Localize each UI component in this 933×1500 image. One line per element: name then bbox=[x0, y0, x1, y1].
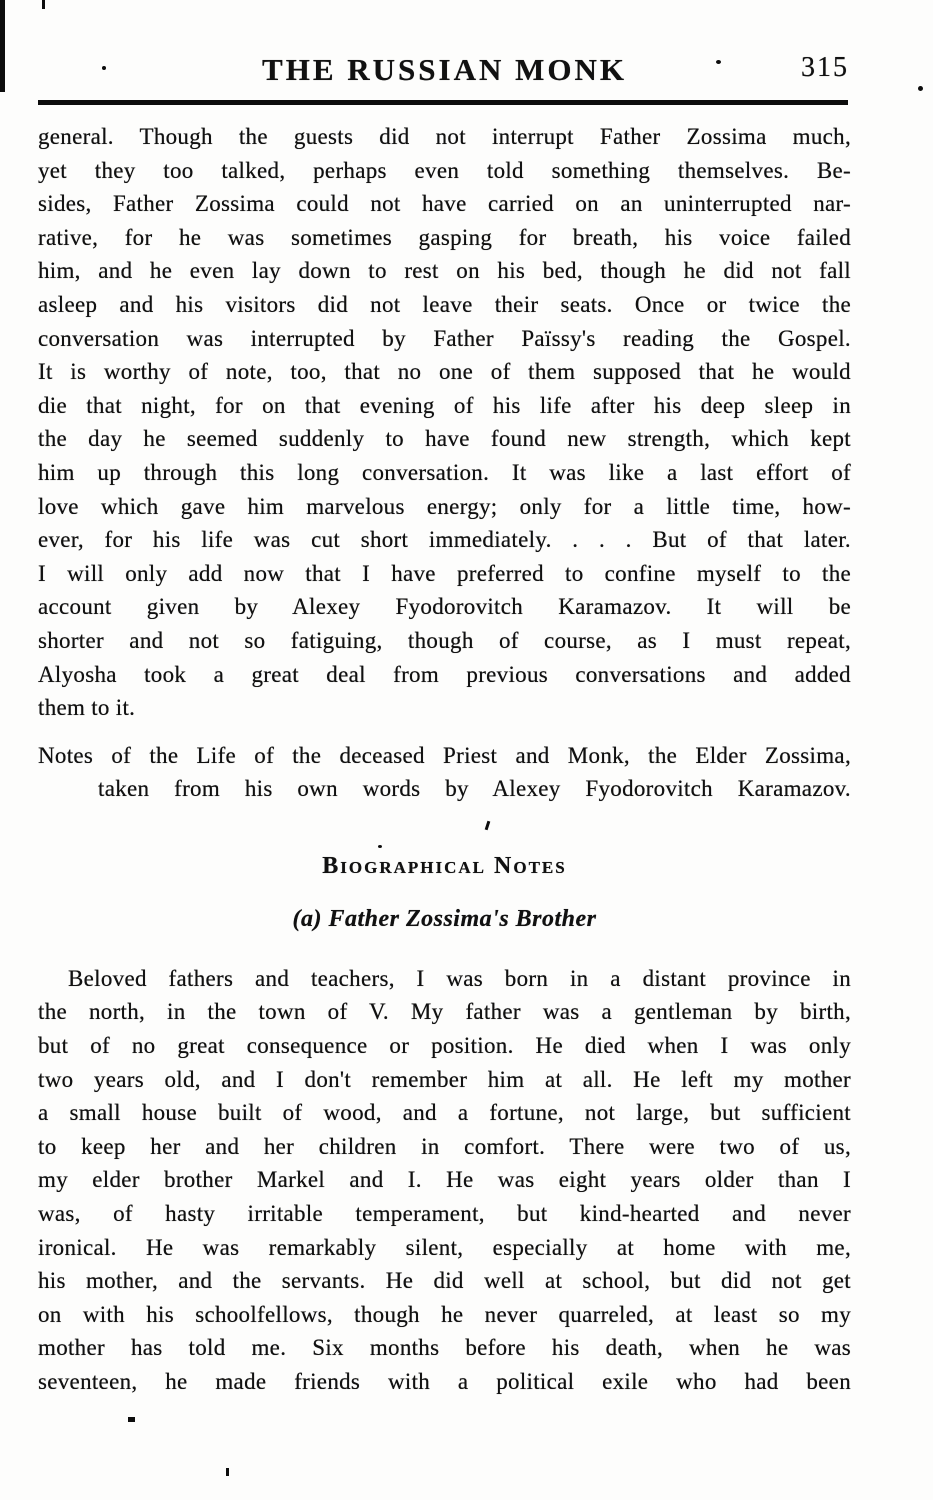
subsection-heading: (a) Father Zossima's Brother bbox=[292, 905, 597, 932]
text-line: taken from his own words by Alexey Fyodorovitch Karamazov. bbox=[98, 776, 851, 802]
text-line: Alyosha took a great deal from previous conversations and added bbox=[38, 661, 851, 687]
text-line: conversation was interrupted by Father Païssy's reading the Gospel. bbox=[38, 325, 851, 351]
text-line: Beloved fathers and teachers, I was born in a distant province in bbox=[68, 965, 851, 991]
text-line: the day he seemed suddenly to have found new strength, which kept bbox=[38, 426, 851, 452]
notes-subtitle bbox=[38, 739, 851, 806]
scan-artifact-speck bbox=[128, 1417, 135, 1422]
text-line: a small house built of wood, and a fortune, not large, but sufficient bbox=[38, 1100, 851, 1126]
text-line: Notes of the Life of the deceased Priest and Monk, the Elder Zossima, bbox=[38, 742, 851, 768]
text-line: his mother, and the servants. He did well at school, but did not get bbox=[38, 1268, 851, 1294]
text-line: ironical. He was remarkably silent, especially at home with me, bbox=[38, 1234, 851, 1260]
text-line: general. Though the guests did not interrupt Father Zossima much, bbox=[38, 124, 851, 149]
text-line: my elder brother Markel and I. He was eight years older than I bbox=[38, 1167, 851, 1193]
section-heading: Biographical Notes bbox=[322, 852, 567, 879]
header-rule bbox=[38, 100, 848, 105]
text-line: was, of hasty irritable temperament, but kind-hearted and never bbox=[38, 1201, 851, 1227]
text-line: love which gave him marvelous energy; only for a little time, how- bbox=[38, 493, 851, 519]
text-line: him up through this long conversation. It was like a last effort of bbox=[38, 459, 851, 485]
text-line: It is worthy of note, too, that no one of them supposed that he would bbox=[38, 359, 851, 385]
page-number: 315 bbox=[801, 52, 849, 83]
text-line: two years old, and I don't remember him at all. He left my mother bbox=[38, 1066, 851, 1092]
text-line: on with his schoolfellows, though he never quarreled, at least so my bbox=[38, 1301, 851, 1327]
text-line: them to it. bbox=[38, 695, 136, 721]
text-line: seventeen, he made friends with a political exile who had been bbox=[38, 1369, 851, 1394]
text-line: ever, for his life was cut short immediately. . . . But of that later. bbox=[38, 527, 851, 553]
paragraph-continuation bbox=[38, 120, 851, 725]
text-line: yet they too talked, perhaps even told something themselves. Be- bbox=[38, 157, 851, 183]
paragraph-biography bbox=[38, 962, 851, 1399]
text-line: account given by Alexey Fyodorovitch Karamazov. It will be bbox=[38, 594, 851, 620]
text-line: him, and he even lay down to rest on his bed, though he did not fall bbox=[38, 258, 851, 284]
text-line: mother has told me. Six months before his death, when he was bbox=[38, 1335, 851, 1361]
text-line: to keep her and her children in comfort. There were two of us, bbox=[38, 1133, 851, 1159]
text-line: rative, for he was sometimes gasping for breath, his voice failed bbox=[38, 224, 851, 250]
running-header bbox=[38, 0, 851, 92]
page-header-title: THE RUSSIAN MONK bbox=[262, 52, 627, 87]
text-line: die that night, for on that evening of his life after his deep sleep in bbox=[38, 392, 851, 418]
text-line: but of no great consequence or position. He died when I was only bbox=[38, 1033, 851, 1059]
text-line: the north, in the town of V. My father was a gentleman by birth, bbox=[38, 999, 851, 1025]
text-line: sides, Father Zossima could not have carried on an uninterrupted nar- bbox=[38, 191, 851, 217]
scan-artifact-dot bbox=[918, 86, 923, 91]
text-line: shorter and not so fatiguing, though of course, as I must repeat, bbox=[38, 627, 851, 653]
scan-artifact-left-edge bbox=[0, 0, 5, 92]
text-column bbox=[38, 0, 851, 1399]
text-line: I will only add now that I have preferred to confine myself to the bbox=[38, 560, 851, 586]
scan-artifact-speck bbox=[226, 1468, 229, 1476]
text-line: asleep and his visitors did not leave their seats. Once or twice the bbox=[38, 291, 851, 317]
